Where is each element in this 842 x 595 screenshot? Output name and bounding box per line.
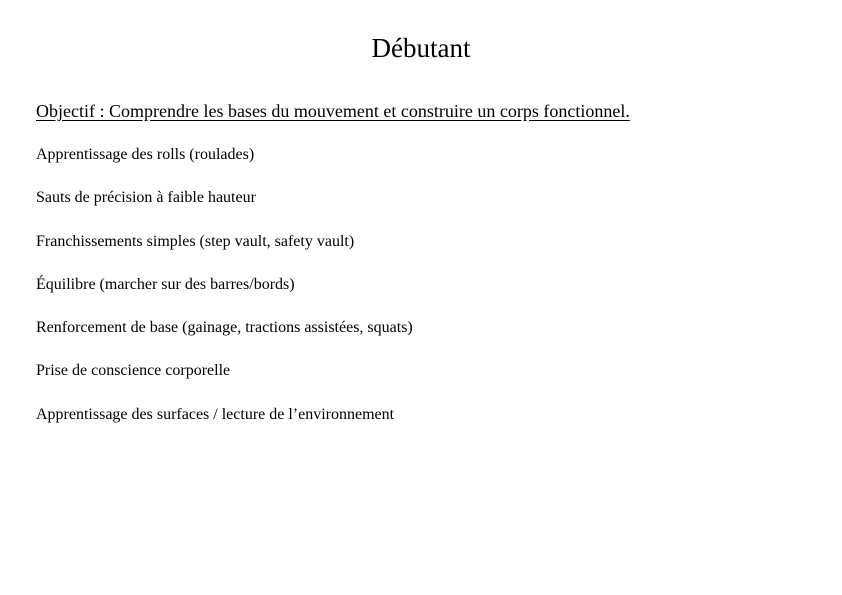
list-item: Apprentissage des surfaces / lecture de l’environnement	[36, 405, 395, 423]
skills-list	[36, 144, 413, 447]
objective-text: Objectif : Comprendre les bases du mouvement et construire un corps fonctionnel.	[36, 101, 630, 121]
list-item: Équilibre (marcher sur des barres/bords)	[36, 275, 295, 293]
list-item: Renforcement de base (gainage, tractions assistées, squats)	[36, 319, 413, 337]
page-title: Débutant	[371, 33, 471, 63]
list-item: Sauts de précision à faible hauteur	[36, 189, 256, 207]
list-item: Franchissements simples (step vault, safety vault)	[36, 232, 355, 250]
list-item: Apprentissage des rolls (roulades)	[36, 146, 255, 163]
list-item: Prise de conscience corporelle	[36, 362, 231, 380]
